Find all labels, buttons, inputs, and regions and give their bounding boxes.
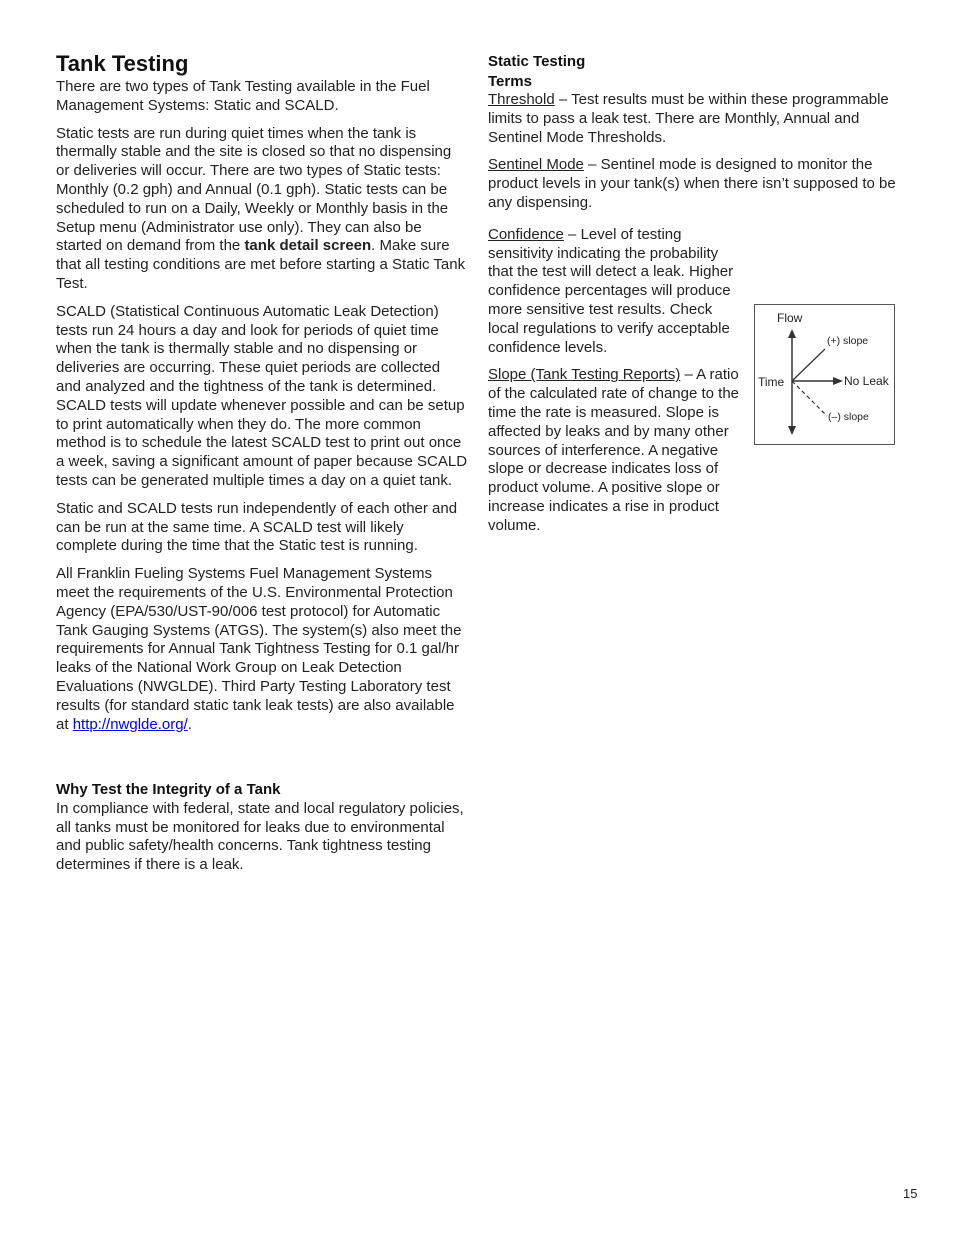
sentinel-def: – Sentinel mode is designed to monitor the product levels in your tank(s) when there isn’t supposed to be any dispensing. (488, 156, 896, 211)
page-title: Tank Testing (56, 51, 189, 76)
left-column (56, 50, 468, 884)
tank-detail-screen-bold: tank detail screen (244, 237, 372, 255)
threshold-term: Threshold (488, 91, 555, 108)
slope-def: – A ratio of the calculated rate of change to the time the rate is measured. Slope is affected by leaks and by many other sources of interference. A negative slope or decrease indicates loss of product volume. A positive slope or increase indicates a rise in product volume. (488, 366, 740, 534)
why-test-paragraph: In compliance with federal, state and local regulatory policies, all tanks must be monitored for leaks due to environmental and public safety/health concerns. Tank tightness testing determines if there is a leak. (56, 799, 464, 874)
positive-slope-label: (+) slope (827, 335, 869, 347)
time-label: Time (758, 375, 785, 389)
intro-paragraph: There are two types of Tank Testing available in the Fuel Management Systems: Static and SCALD. (56, 78, 430, 114)
confidence-def: – Level of testing sensitivity indicating the probability that the test will detect a leak. Higher confidence percentages will produce more sensitive test results. Check local regulations to verify acceptable confidence levels. (488, 225, 734, 356)
scald-paragraph: SCALD (Statistical Continuous Automatic Leak Detection) tests run 24 hours a day and look for periods of quiet time when the tank is thermally stable and no dispensing or deliveries are occurring. These quiet periods are collected and analyzed and the tightness of the tank is determined. SCALD tests will update whenever possible and can be setup to print automatically when they do. The more common method is to schedule the latest SCALD test to print out once a week, saving a significant amount of paper because SCALD tests can be generated multiple times a day on a quiet tank. (56, 302, 468, 489)
independent-paragraph: Static and SCALD tests run independently of each other and can be run at the same time. A SCALD test will likely complete during the time that the Static test is running. (56, 499, 458, 555)
why-test-heading: Why Test the Integrity of a Tank (56, 781, 281, 799)
confidence-definition (488, 226, 746, 358)
negative-slope-label: (–) slope (828, 411, 869, 423)
flow-label: Flow (777, 311, 803, 325)
epa-period: . (187, 715, 192, 733)
sentinel-definition (488, 156, 902, 212)
sentinel-term: Sentinel Mode (488, 156, 584, 174)
positive-slope-line (792, 349, 825, 381)
static-text-2: . Make sure that all testing conditions are met before starting a Static Tank Test. (56, 237, 466, 292)
slope-definition (488, 366, 746, 535)
static-test-paragraph (56, 125, 468, 294)
static-text-1: Static tests are run during quiet times when the tank is thermally stable and the site is closed so that no dispensing or deliveries will occur. There are two types of Static tests: Monthly (0.2 gph) and Annual (0.1 gph). Static tests can be scheduled to run on a Daily, Weekly or Monthly basis in the Setup menu (Administrator use only). They can also be started on demand from the (56, 124, 452, 255)
slope-term: Slope (Tank Testing Reports) (488, 366, 681, 384)
epa-paragraph (56, 565, 468, 734)
threshold-definition (488, 91, 902, 147)
flow-arrow-down (788, 426, 796, 435)
no-leak-arrow (833, 377, 843, 385)
epa-text: All Franklin Fueling Systems Fuel Management Systems meet the requirements of the U.S. Environmental Protection Agency (EPA/530/UST-90/006 test protocol) for Automatic Tank Gauging Systems (ATGS). The system(s) also meet the requirements for Annual Tank Tightness Testing for 0.1 gal/hr leaks of the National Work Group on Leak Detection Evaluations (NWGLDE). Third Party Testing Laboratory test results (for standard static tank leak tests) are also available at (56, 565, 462, 733)
nwglde-link[interactable]: http://nwglde.org/ (72, 715, 188, 733)
threshold-def: – Test results must be within these programmable limits to pass a leak test. There are Monthly, Annual and Sentinel Mode Thresholds. (488, 91, 889, 146)
negative-slope-line (792, 381, 827, 416)
slope-diagram (754, 304, 895, 445)
flow-arrow-up (788, 329, 796, 338)
confidence-term: Confidence (488, 225, 564, 243)
static-testing-heading: Static Testing (488, 53, 586, 70)
page-number: 15 (903, 1186, 918, 1201)
terms-heading: Terms (488, 72, 532, 90)
right-column (488, 52, 902, 545)
no-leak-label: No Leak (844, 374, 889, 388)
